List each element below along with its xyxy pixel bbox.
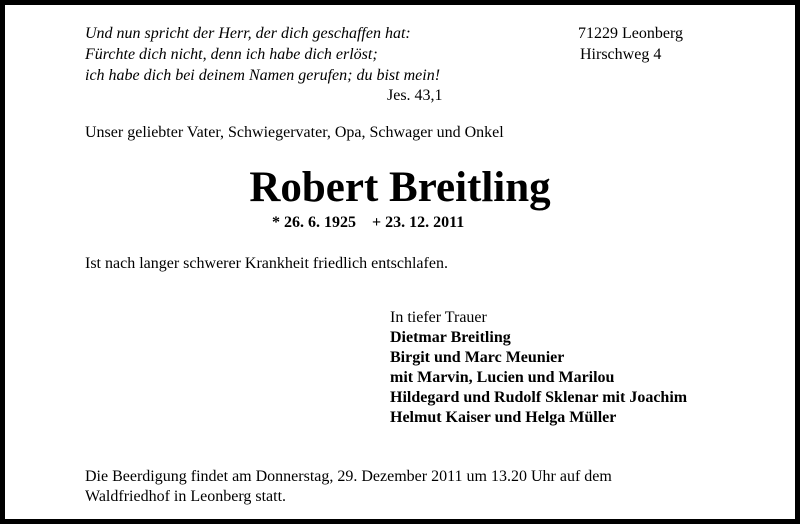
- funeral-info: Die Beerdigung findet am Donnerstag, 29. Dezember 2011 um 13.20 Uhr auf dem: [85, 468, 612, 485]
- mourner: Birgit und Marc Meunier: [390, 349, 565, 366]
- address-street: Hirschweg 4: [580, 46, 662, 63]
- mourner: mit Marvin, Lucien und Marilou: [390, 369, 615, 386]
- death-date: + 23. 12. 2011: [372, 214, 465, 231]
- verse-line: Fürchte dich nicht, denn ich habe dich erlöst;: [85, 46, 378, 63]
- deceased-name: Robert Breitling: [249, 164, 551, 211]
- statement: Ist nach langer schwerer Krankheit friedlich entschlafen.: [85, 255, 448, 272]
- verse-reference: Jes. 43,1: [387, 87, 443, 104]
- mourner: Helmut Kaiser und Helga Müller: [390, 409, 617, 426]
- funeral-info: Waldfriedhof in Leonberg statt.: [85, 488, 287, 505]
- intro-text: Unser geliebter Vater, Schwiegervater, Opa, Schwager und Onkel: [85, 124, 504, 141]
- mourners-heading: In tiefer Trauer: [390, 309, 487, 326]
- address-city: 71229 Leonberg: [578, 25, 684, 42]
- birth-date: * 26. 6. 1925: [272, 214, 356, 231]
- mourner: Dietmar Breitling: [390, 329, 511, 346]
- life-dates: [272, 214, 464, 232]
- verse-line: ich habe dich bei deinem Namen gerufen; du bist mein!: [85, 67, 441, 84]
- mourner: Hildegard und Rudolf Sklenar mit Joachim: [390, 389, 688, 406]
- verse-line: Und nun spricht der Herr, der dich geschaffen hat:: [85, 25, 411, 42]
